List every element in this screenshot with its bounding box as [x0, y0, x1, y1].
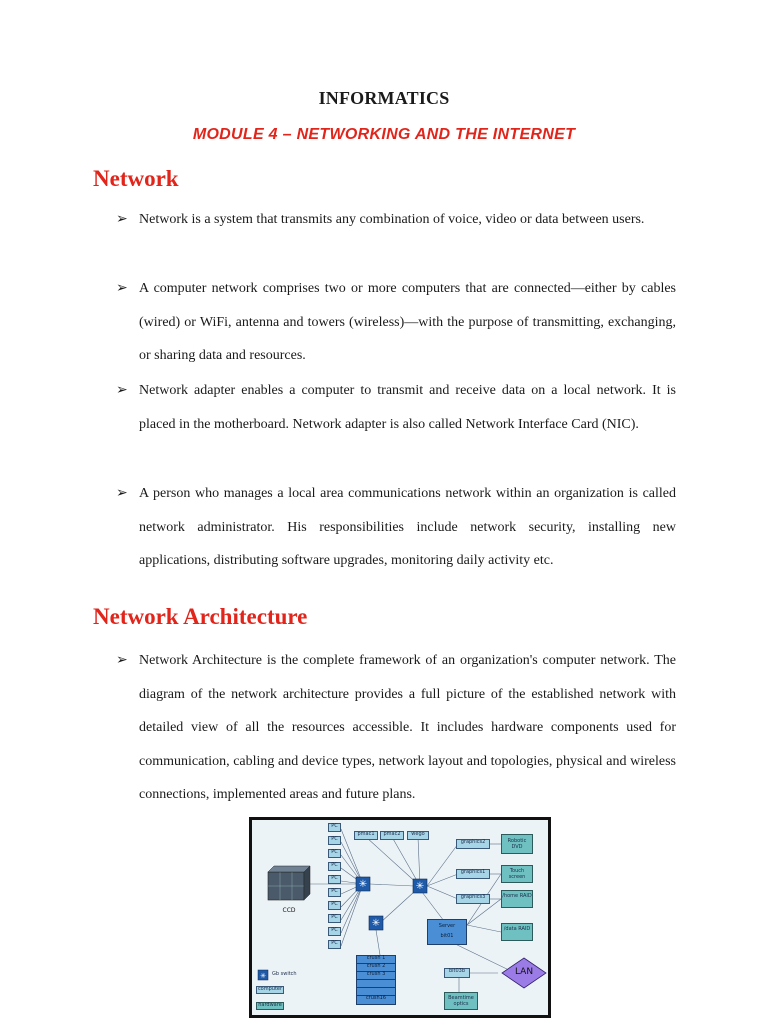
- node-graphics2: graphics2: [456, 839, 490, 849]
- node-robotic-dvd: Robotic DVD: [501, 834, 533, 854]
- node-bit03b: bit03b: [444, 968, 470, 978]
- arrow-bullet-icon: ➢: [116, 652, 128, 668]
- pc-node: PC: [328, 927, 341, 936]
- pc-node: PC: [328, 875, 341, 884]
- node-home-raid: /home RAID: [501, 890, 533, 908]
- crush-cluster: [356, 955, 396, 1005]
- crush-node: crush16: [365, 995, 387, 1001]
- ccd-label: CCD: [282, 907, 296, 914]
- pc-node: PC: [328, 940, 341, 949]
- bullet-text: Network is a system that transmits any combination of voice, video or data between users.: [139, 212, 645, 227]
- legend-hardware: hardware: [256, 1002, 284, 1010]
- svg-text:✳: ✳: [415, 881, 425, 892]
- crush-node: crush 1: [357, 956, 395, 964]
- arrow-bullet-icon: ➢: [116, 211, 128, 227]
- arrow-bullet-icon: ➢: [116, 485, 128, 501]
- svg-text:✳: ✳: [358, 879, 368, 890]
- legend-switch-icon: [258, 970, 268, 980]
- pc-node: PC: [328, 849, 341, 858]
- switch-icon: [369, 916, 383, 930]
- lan-label: LAN: [514, 967, 534, 977]
- node-wego: wego: [407, 831, 429, 840]
- pc-node: PC: [328, 862, 341, 871]
- bullet-item: [116, 644, 676, 812]
- crush-node: crush 2: [357, 964, 395, 972]
- bullet-text: A person who manages a local area communications network within an organization is called network administrator. His responsibilities include network security, installing new applications, distributing software upgrades, monitoring daily activity etc.: [139, 486, 676, 568]
- node-pmac2: pmac2: [380, 831, 404, 840]
- node-server: [427, 919, 467, 945]
- server-id: bit01: [440, 932, 454, 939]
- svg-text:✳: ✳: [260, 972, 266, 980]
- crush-node: crush 3: [357, 972, 395, 980]
- section-heading-network: Network: [93, 166, 179, 191]
- bullet-item: [116, 272, 676, 373]
- node-graphics3: graphics3: [456, 894, 490, 904]
- node-graphics1: graphics1: [456, 869, 490, 879]
- bullet-text: Network adapter enables a computer to transmit and receive data on a local network. It is placed in the motherboard. Network adapter is also called Network Interface Card (NIC).: [139, 383, 676, 432]
- node-touch-screen: Touch screen: [501, 865, 533, 883]
- network-architecture-diagram: [249, 817, 551, 1018]
- bullet-item: [116, 203, 676, 237]
- svg-text:✳: ✳: [371, 918, 381, 929]
- bullet-item: [116, 374, 676, 441]
- arrow-bullet-icon: ➢: [116, 382, 128, 398]
- section-heading-network-architecture: Network Architecture: [93, 604, 308, 629]
- ccd-storage-icon: [268, 866, 310, 900]
- arrow-bullet-icon: ➢: [116, 280, 128, 296]
- pc-node: PC: [328, 914, 341, 923]
- bullet-item: [116, 477, 676, 578]
- pc-node: PC: [328, 823, 341, 832]
- switch-icon: [356, 877, 370, 891]
- crush-spacer: [357, 980, 395, 988]
- node-data-raid: /data RAID: [501, 923, 533, 941]
- bullet-text: Network Architecture is the complete framework of an organization's computer network. The diagram of the network architecture provides a full picture of the established network with detailed view of all the resources accessible. It includes hardware components used for communication, cabling and device types, network layout and topologies, physical and wireless connections, implemented areas and future plans.: [139, 653, 676, 802]
- pc-node: PC: [328, 836, 341, 845]
- node-beamtime-optics: Beamtime optics: [444, 992, 478, 1010]
- bullet-text: A computer network comprises two or more computers that are connected—either by cables (wired) or WiFi, antenna and towers (wireless)—with the purpose of transmitting, exchanging, or sharing data and resources.: [139, 281, 676, 363]
- legend-computer: computer: [257, 986, 283, 992]
- node-pmac1: pmac1: [354, 831, 378, 840]
- module-title: MODULE 4 – NETWORKING AND THE INTERNET: [192, 126, 576, 143]
- pc-node: PC: [328, 888, 341, 897]
- legend-gb-switch: Gb switch: [272, 971, 297, 977]
- pc-node: PC: [328, 901, 341, 910]
- document-title: INFORMATICS: [318, 88, 450, 108]
- server-label: Server: [438, 923, 456, 929]
- switch-icon: [413, 879, 427, 893]
